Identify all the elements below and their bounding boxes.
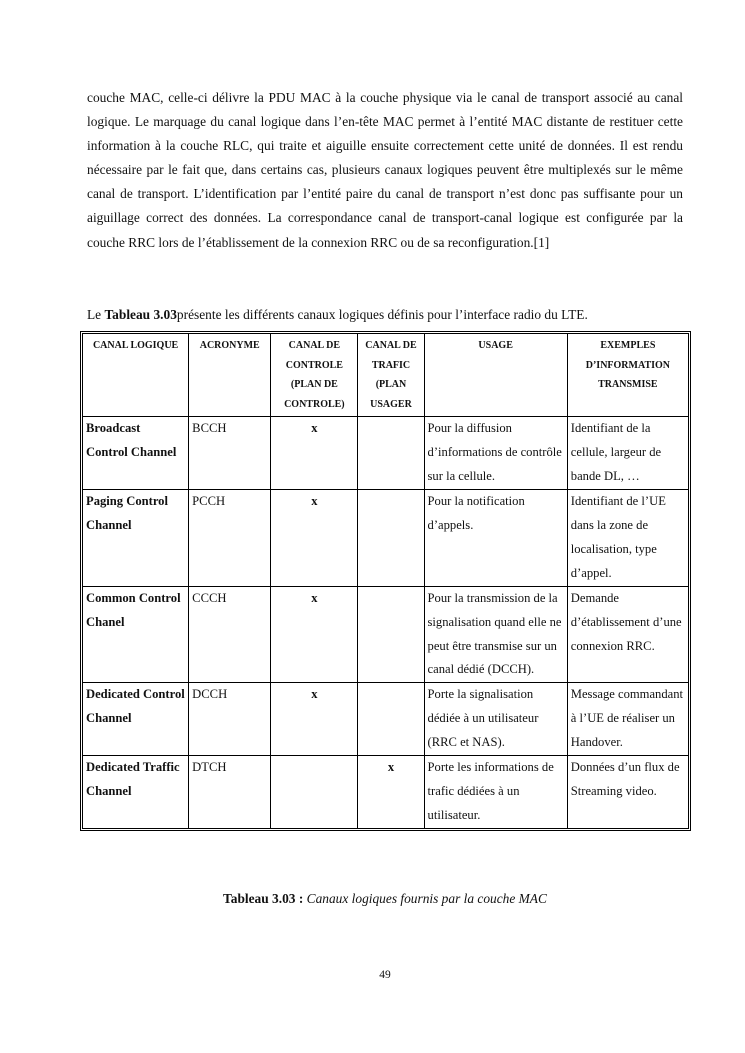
cell-traffic-mark: x [358,756,424,829]
cell-acronym: PCCH [189,490,271,587]
cell-control-mark: x [271,417,358,490]
cell-channel-name: Paging Control Channel [83,490,189,587]
cell-control-mark: x [271,586,358,683]
table-row [83,586,689,683]
cell-acronym: CCCH [189,586,271,683]
header-canal-trafic: CANAL DE TRAFIC (PLAN USAGER [358,334,424,417]
intro-suffix: présente les différents canaux logiques définis pour l’interface radio du LTE. [176,307,588,322]
intro-table-ref: Tableau 3.03 [104,307,177,322]
cell-example: Données d’un flux de Streaming video. [567,756,688,829]
table-intro [87,305,687,325]
cell-usage: Porte la signalisation dédiée à un utilisateur (RRC et NAS). [424,683,567,756]
cell-channel-name: Broadcast Control Channel [83,417,189,490]
cell-control-mark: x [271,490,358,587]
cell-control-mark [271,756,358,829]
cell-example: Demande d’établissement d’une connexion RRC. [567,586,688,683]
cell-usage: Pour la notification d’appels. [424,490,567,587]
table-header-row [83,334,689,417]
table-row [83,417,689,490]
logical-channels-table [82,333,689,829]
logical-channels-table-frame [80,331,691,831]
table-row [83,683,689,756]
cell-channel-name: Dedicated Traffic Channel [83,756,189,829]
cell-traffic-mark [358,586,424,683]
cell-traffic-mark [358,417,424,490]
header-acronyme: ACRONYME [189,334,271,417]
cell-acronym: BCCH [189,417,271,490]
page-number: 49 [379,969,391,981]
body-paragraph: couche MAC, celle-ci délivre la PDU MAC à la couche physique via le canal de transport associé au canal logique. Le marquage du canal logique dans l’en-tête MAC permet à l’entité MAC distante de restituer cette information à la couche RLC, qui traite et aiguille ensuite correctement cette unité de données. Il est rendu nécessaire par le fait que, dans certains cas, plusieurs canaux logiques peuvent être multiplexés sur le même canal de transport. L’identification par l’entité paire du canal de transport n’est donc pas suffisante pour un aiguillage correct des données. La correspondance canal de transport-canal logique est configurée par la couche RRC lors de l’établissement de la connexion RRC ou de sa reconfiguration.[1] [87,90,683,250]
cell-control-mark: x [271,683,358,756]
caption-text: Canaux logiques fournis par la couche MAC [306,891,547,906]
cell-acronym: DTCH [189,756,271,829]
header-canal-controle: CANAL DE CONTROLE (PLAN DE CONTROLE) [271,334,358,417]
cell-example: Identifiant de la cellule, largeur de bande DL, … [567,417,688,490]
intro-prefix: Le [87,307,105,322]
table-caption [0,891,745,907]
cell-usage: Pour la diffusion d’informations de contrôle sur la cellule. [424,417,567,490]
cell-traffic-mark [358,490,424,587]
cell-channel-name: Dedicated Control Channel [83,683,189,756]
header-exemples: EXEMPLES D’INFORMATION TRANSMISE [567,334,688,417]
table-row [83,756,689,829]
caption-label: Tableau 3.03 : [223,891,304,906]
header-usage: USAGE [424,334,567,417]
cell-traffic-mark [358,683,424,756]
cell-usage: Pour la transmission de la signalisation quand elle ne peut être transmise sur un canal dédié (DCCH). [424,586,567,683]
cell-example: Identifiant de l’UE dans la zone de localisation, type d’appel. [567,490,688,587]
cell-channel-name: Common Control Chanel [83,586,189,683]
header-canal-logique: CANAL LOGIQUE [83,334,189,417]
cell-acronym: DCCH [189,683,271,756]
cell-usage: Porte les informations de trafic dédiées à un utilisateur. [424,756,567,829]
cell-example: Message commandant à l’UE de réaliser un Handover. [567,683,688,756]
table-row [83,490,689,587]
